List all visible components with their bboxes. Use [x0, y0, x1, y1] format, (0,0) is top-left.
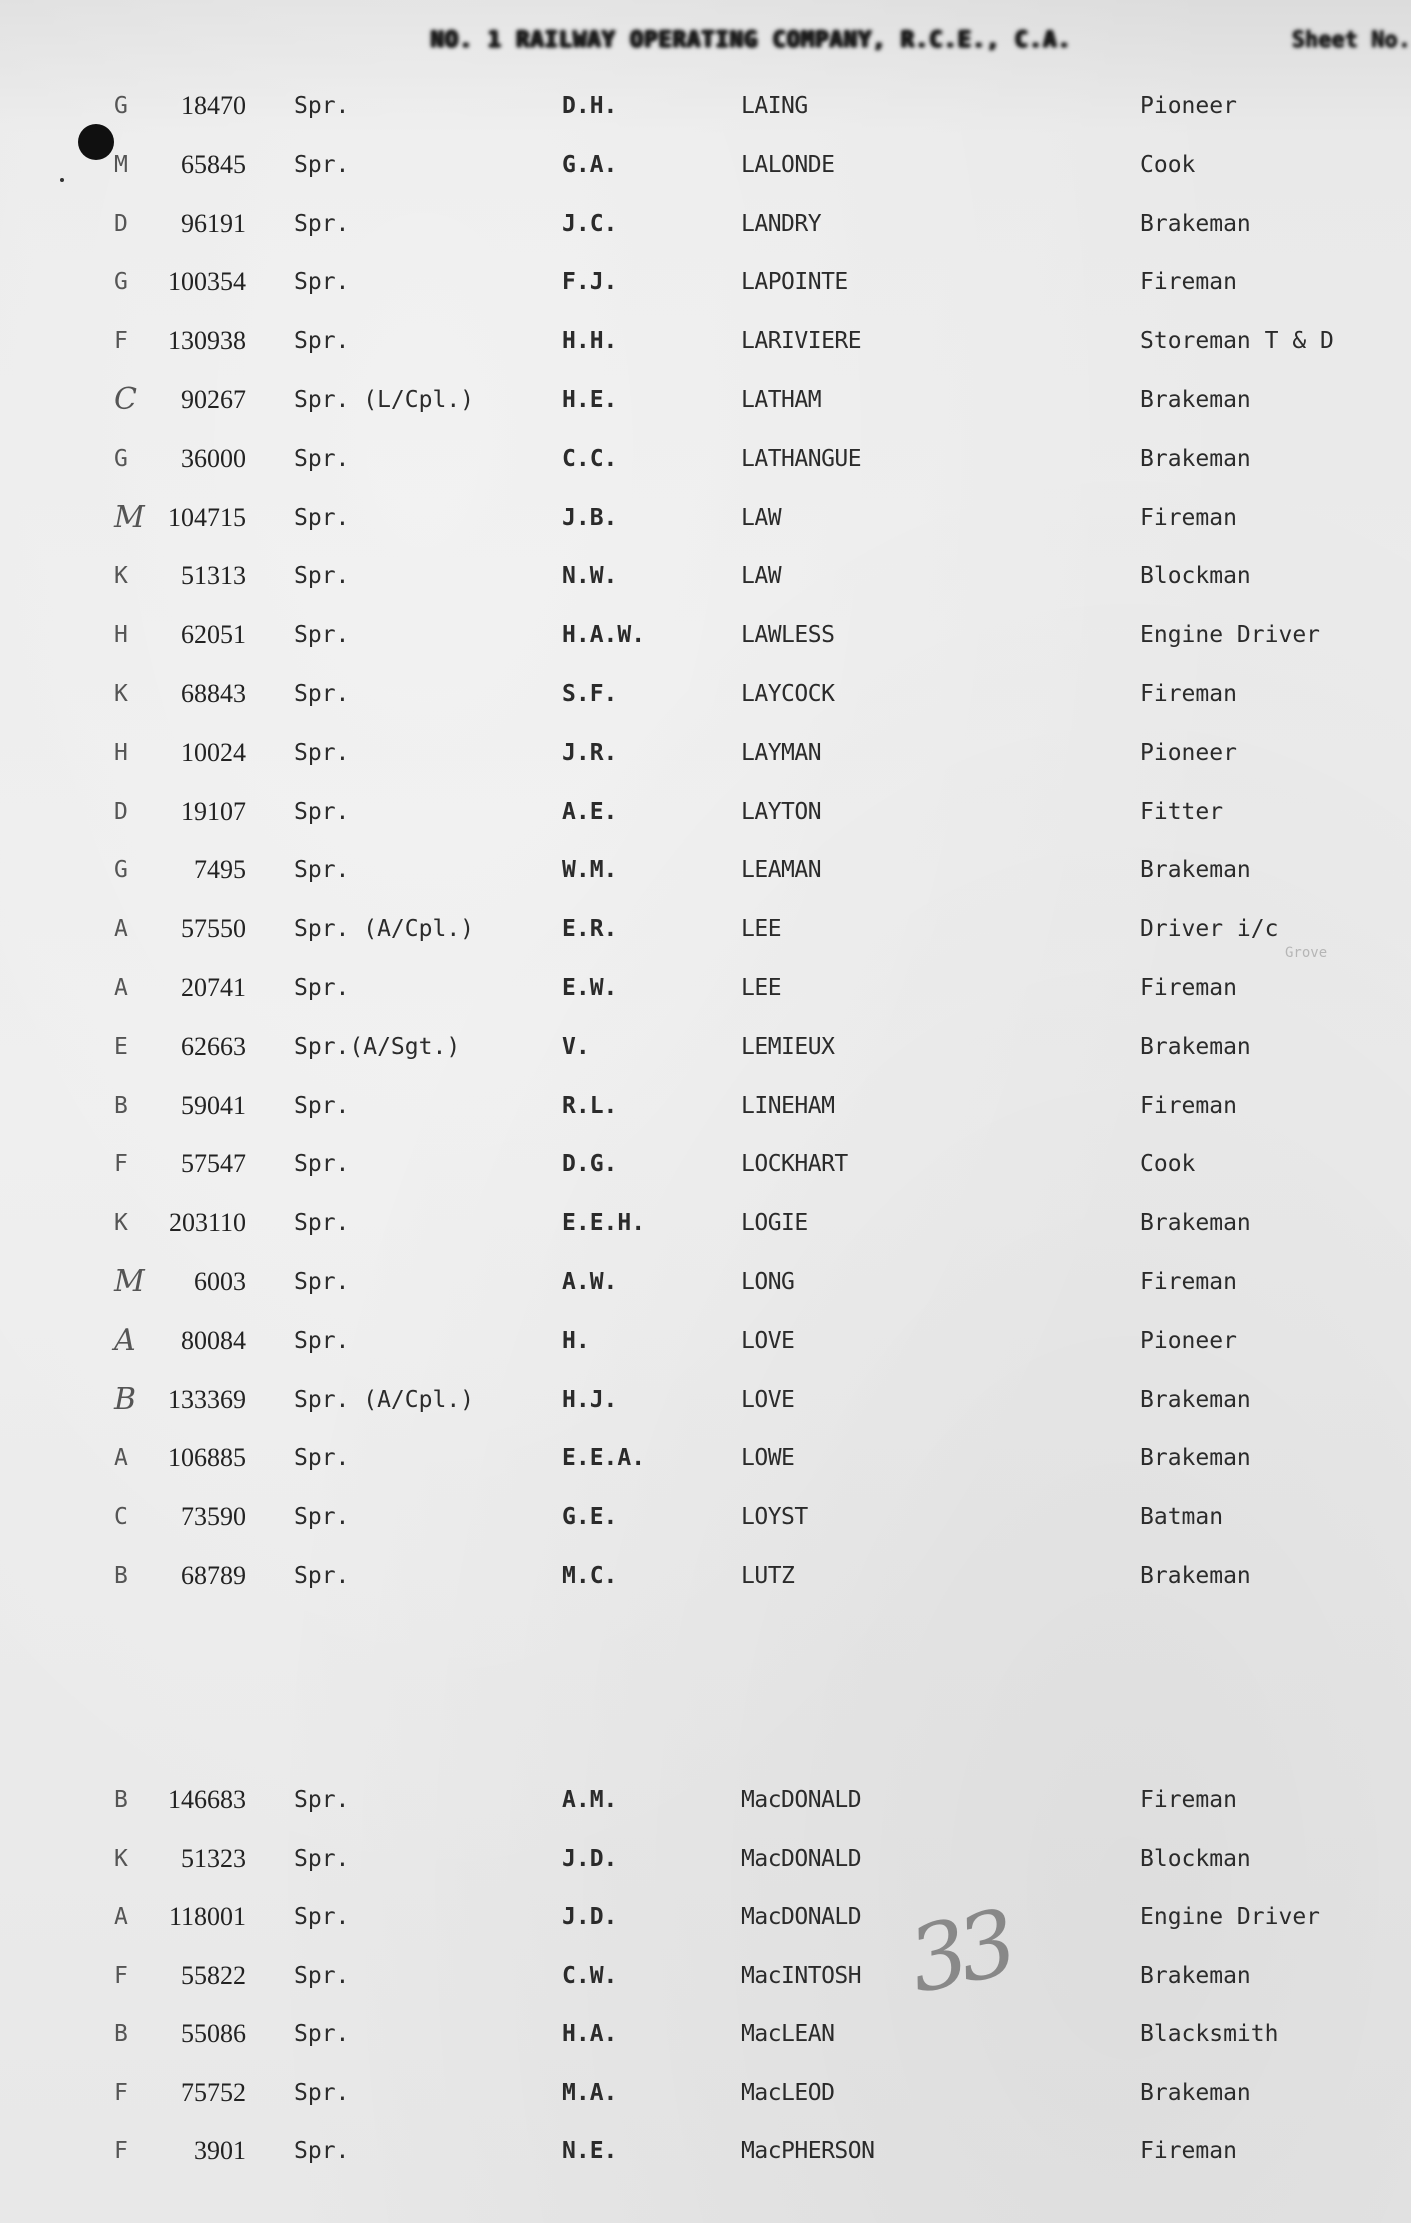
- trade: Blacksmith: [1140, 2021, 1279, 2047]
- rank: Spr.: [294, 93, 350, 119]
- initials: J.R.: [562, 739, 618, 766]
- rank: Spr.: [294, 739, 350, 766]
- surname: LEMIEUX: [741, 1033, 835, 1060]
- initials: E.E.A.: [562, 1445, 646, 1472]
- regimental-number: 146683: [168, 1785, 246, 1814]
- trade: Brakeman: [1140, 2079, 1251, 2106]
- trade: Cook: [1140, 151, 1196, 178]
- trade: Fireman: [1140, 681, 1237, 707]
- regimental-number: 7495: [194, 855, 246, 885]
- rank: Spr.: [294, 2079, 350, 2106]
- regimental-number: 106885: [168, 1443, 246, 1473]
- initials: E.R.: [562, 916, 618, 943]
- company-letter: M: [114, 499, 145, 535]
- faint-pencil-note: Grove: [1285, 945, 1328, 961]
- regimental-number: 203110: [168, 1208, 246, 1238]
- initials: H.H.: [562, 328, 618, 355]
- roster-row: [0, 1556, 1411, 1596]
- regimental-number: 20741: [181, 973, 246, 1002]
- roster-row: [0, 380, 1411, 420]
- regimental-number: 80084: [181, 1325, 246, 1355]
- rank: Spr.: [294, 798, 350, 825]
- roster-row: [0, 145, 1411, 185]
- rank: Spr.: [294, 1445, 350, 1472]
- company-letter: C: [114, 1504, 128, 1531]
- rank: Spr.: [294, 1504, 350, 1531]
- regimental-number: 96191: [181, 208, 246, 238]
- trade: Brakeman: [1140, 387, 1251, 413]
- surname: LEAMAN: [741, 857, 822, 884]
- regimental-number: 62051: [181, 620, 246, 650]
- roster-row: [0, 733, 1411, 773]
- company-letter: B: [114, 2021, 128, 2047]
- roster-row: [0, 1086, 1411, 1126]
- roster-row: [0, 439, 1411, 479]
- rank: Spr.: [294, 1962, 350, 1989]
- surname: LARIVIERE: [741, 328, 862, 355]
- rank: Spr.: [294, 857, 350, 884]
- initials: V.: [562, 1033, 590, 1060]
- roster-row: [0, 909, 1411, 949]
- regimental-number: 55822: [181, 1960, 246, 1990]
- company-letter: F: [114, 328, 128, 355]
- company-letter: K: [114, 563, 128, 590]
- company-letter: G: [114, 445, 128, 472]
- company-letter: G: [114, 269, 128, 296]
- roster-row: [0, 1780, 1411, 1820]
- regimental-number: 6003: [194, 1267, 246, 1296]
- regimental-number: 118001: [168, 1902, 246, 1931]
- trade: Fireman: [1140, 1787, 1237, 1813]
- surname: MacDONALD: [741, 1904, 862, 1930]
- company-letter: C: [114, 382, 137, 417]
- rank: Spr. (L/Cpl.): [294, 387, 475, 413]
- surname: MacINTOSH: [741, 1962, 862, 1989]
- initials: A.E.: [562, 798, 618, 825]
- roster-row: [0, 968, 1411, 1008]
- regimental-number: 62663: [181, 1031, 246, 1061]
- company-letter: K: [114, 681, 128, 707]
- roster-row: [0, 86, 1411, 126]
- surname: LALONDE: [741, 151, 835, 178]
- rank: Spr.: [294, 975, 350, 1001]
- roster-row: [0, 556, 1411, 596]
- regimental-number: 133369: [168, 1384, 246, 1414]
- roster-row: [0, 1027, 1411, 1067]
- trade: Brakeman: [1140, 1386, 1251, 1413]
- regimental-number: 68789: [181, 1561, 246, 1590]
- initials: F.J.: [562, 269, 618, 296]
- company-letter: M: [114, 151, 128, 178]
- surname: LAPOINTE: [741, 269, 848, 296]
- surname: MacDONALD: [741, 1787, 862, 1813]
- company-letter: A: [114, 916, 128, 943]
- company-letter: B: [114, 1787, 128, 1813]
- rank: Spr.: [294, 328, 350, 355]
- roster-row: [0, 2131, 1411, 2171]
- surname: LAWLESS: [741, 622, 835, 649]
- regimental-number: 100354: [168, 267, 246, 297]
- trade: Pioneer: [1140, 1327, 1237, 1354]
- rank: Spr.: [294, 269, 350, 296]
- company-letter: M: [114, 1264, 145, 1299]
- roster-row: [0, 321, 1411, 361]
- rank: Spr.: [294, 1151, 350, 1178]
- regimental-number: 90267: [181, 385, 246, 414]
- rank: Spr.: [294, 622, 350, 649]
- company-letter: D: [114, 798, 128, 825]
- surname: MacDONALD: [741, 1845, 862, 1872]
- initials: H.A.W.: [562, 622, 646, 649]
- rank: Spr.: [294, 210, 350, 237]
- roster-row: [0, 1203, 1411, 1243]
- regimental-number: 130938: [168, 326, 246, 356]
- trade: Brakeman: [1140, 1210, 1251, 1237]
- surname: LAW: [741, 563, 782, 590]
- trade: Engine Driver: [1140, 1904, 1321, 1930]
- initials: A.M.: [562, 1787, 618, 1813]
- company-letter: F: [114, 1151, 128, 1178]
- company-letter: B: [114, 1563, 128, 1589]
- surname: MacLEAN: [741, 2021, 835, 2047]
- initials: E.E.H.: [562, 1210, 646, 1237]
- initials: J.B.: [562, 504, 618, 531]
- initials: A.W.: [562, 1269, 618, 1295]
- roster-row: [0, 1956, 1411, 1996]
- trade: Brakeman: [1140, 1033, 1251, 1060]
- regimental-number: 36000: [181, 443, 246, 473]
- rank: Spr.: [294, 2021, 350, 2047]
- roster-row: [0, 1839, 1411, 1879]
- rank: Spr.: [294, 1563, 350, 1589]
- rank: Spr.: [294, 151, 350, 178]
- regimental-number: 73590: [181, 1502, 246, 1532]
- trade: Pioneer: [1140, 93, 1237, 119]
- surname: LINEHAM: [741, 1092, 835, 1119]
- trade: Fireman: [1140, 269, 1237, 296]
- company-letter: K: [114, 1210, 128, 1237]
- roster-row: [0, 262, 1411, 302]
- surname: LAYCOCK: [741, 681, 835, 707]
- initials: H.A.: [562, 2021, 618, 2047]
- roster-row: [0, 1897, 1411, 1937]
- company-letter: A: [114, 975, 128, 1001]
- unit-title: NO. 1 RAILWAY OPERATING COMPANY, R.C.E., C.A.: [430, 28, 1072, 53]
- regimental-number: 57547: [181, 1149, 246, 1179]
- surname: LAING: [741, 93, 808, 119]
- rank: Spr.: [294, 1327, 350, 1354]
- regimental-number: 57550: [181, 914, 246, 944]
- company-letter: B: [114, 1092, 128, 1119]
- trade: Cook: [1140, 1151, 1196, 1178]
- initials: W.M.: [562, 857, 618, 884]
- surname: LONG: [741, 1269, 795, 1295]
- company-letter: F: [114, 2138, 128, 2164]
- surname: LAYTON: [741, 798, 822, 825]
- regimental-number: 65845: [181, 149, 246, 179]
- roster-row: [0, 1321, 1411, 1361]
- trade: Batman: [1140, 1504, 1224, 1531]
- surname: LATHANGUE: [741, 445, 862, 472]
- initials: G.E.: [562, 1504, 618, 1531]
- rank: Spr.: [294, 445, 350, 472]
- rank: Spr.: [294, 1787, 350, 1813]
- initials: N.E.: [562, 2138, 618, 2164]
- regimental-number: 59041: [181, 1090, 246, 1120]
- company-letter: E: [114, 1033, 128, 1060]
- trade: Storeman T & D: [1140, 328, 1334, 355]
- surname: LEE: [741, 916, 782, 943]
- company-letter: F: [114, 2079, 128, 2106]
- regimental-number: 75752: [181, 2077, 246, 2107]
- company-letter: G: [114, 93, 128, 119]
- surname: LUTZ: [741, 1563, 795, 1589]
- trade: Blockman: [1140, 1845, 1251, 1872]
- roster-row: [0, 2014, 1411, 2054]
- roster-row: [0, 615, 1411, 655]
- trade: Fireman: [1140, 504, 1237, 531]
- initials: G.A.: [562, 151, 618, 178]
- initials: E.W.: [562, 975, 618, 1001]
- rank: Spr.: [294, 681, 350, 707]
- roster-row: [0, 1438, 1411, 1478]
- regimental-number: 10024: [181, 737, 246, 767]
- roster-row: [0, 1380, 1411, 1420]
- regimental-number: 19107: [181, 796, 246, 826]
- rank: Spr.: [294, 1845, 350, 1872]
- initials: H.J.: [562, 1386, 618, 1413]
- initials: J.D.: [562, 1845, 618, 1872]
- rank: Spr.: [294, 563, 350, 590]
- company-letter: H: [114, 739, 128, 766]
- trade: Fireman: [1140, 1269, 1237, 1295]
- trade: Brakeman: [1140, 210, 1251, 237]
- regimental-number: 3901: [194, 2136, 246, 2165]
- company-letter: B: [114, 1381, 137, 1417]
- initials: D.G.: [562, 1151, 618, 1178]
- trade: Brakeman: [1140, 1445, 1251, 1472]
- surname: LOYST: [741, 1504, 808, 1531]
- surname: LOWE: [741, 1445, 795, 1472]
- surname: LOVE: [741, 1386, 795, 1413]
- initials: J.C.: [562, 210, 618, 237]
- company-letter: D: [114, 210, 128, 237]
- trade: Brakeman: [1140, 857, 1251, 884]
- initials: M.C.: [562, 1563, 618, 1589]
- company-letter: K: [114, 1845, 128, 1872]
- rank: Spr.: [294, 504, 350, 531]
- trade: Driver i/c: [1140, 916, 1279, 943]
- surname: LATHAM: [741, 387, 822, 413]
- rank: Spr.: [294, 1210, 350, 1237]
- initials: M.A.: [562, 2079, 618, 2106]
- initials: N.W.: [562, 563, 618, 590]
- initials: D.H.: [562, 93, 618, 119]
- company-letter: A: [114, 1322, 136, 1358]
- roster-row: [0, 204, 1411, 244]
- trade: Fireman: [1140, 975, 1237, 1001]
- trade: Fireman: [1140, 2138, 1237, 2164]
- trade: Fireman: [1140, 1092, 1237, 1119]
- initials: H.: [562, 1327, 590, 1354]
- rank: Spr.: [294, 1269, 350, 1295]
- company-letter: H: [114, 622, 128, 649]
- roster-row: [0, 792, 1411, 832]
- trade: Brakeman: [1140, 1962, 1251, 1989]
- surname: LOVE: [741, 1327, 795, 1354]
- initials: H.E.: [562, 387, 618, 413]
- sheet-number-label: Sheet No.: [1291, 28, 1411, 53]
- rank: Spr. (A/Cpl.): [294, 1386, 475, 1413]
- company-letter: A: [114, 1445, 128, 1472]
- company-letter: F: [114, 1962, 128, 1989]
- roster-row: [0, 2073, 1411, 2113]
- initials: R.L.: [562, 1092, 618, 1119]
- initials: C.W.: [562, 1962, 618, 1989]
- roster-row: [0, 674, 1411, 714]
- company-letter: A: [114, 1904, 128, 1930]
- trade: Fitter: [1140, 798, 1224, 825]
- rank: Spr.: [294, 1092, 350, 1119]
- rank: Spr.(A/Sgt.): [294, 1033, 461, 1060]
- surname: LOCKHART: [741, 1151, 848, 1178]
- rank: Spr. (A/Cpl.): [294, 916, 475, 943]
- surname: LOGIE: [741, 1210, 808, 1237]
- trade: Brakeman: [1140, 445, 1251, 472]
- trade: Engine Driver: [1140, 622, 1321, 649]
- surname: LAYMAN: [741, 739, 822, 766]
- initials: J.D.: [562, 1904, 618, 1930]
- trade: Brakeman: [1140, 1563, 1251, 1589]
- initials: C.C.: [562, 445, 618, 472]
- regimental-number: 51323: [181, 1843, 246, 1873]
- handwritten-page-number: 33: [900, 1890, 1019, 2015]
- trade: Blockman: [1140, 563, 1251, 590]
- roster-row: [0, 1144, 1411, 1184]
- regimental-number: 18470: [181, 91, 246, 120]
- regimental-number: 104715: [168, 502, 246, 532]
- initials: S.F.: [562, 681, 618, 707]
- company-letter: G: [114, 857, 128, 884]
- surname: LEE: [741, 975, 782, 1001]
- rank: Spr.: [294, 1904, 350, 1930]
- surname: MacLEOD: [741, 2079, 835, 2106]
- surname: MacPHERSON: [741, 2138, 875, 2164]
- roster-row: [0, 498, 1411, 538]
- roster-row: [0, 1497, 1411, 1537]
- regimental-number: 55086: [181, 2019, 246, 2048]
- regimental-number: 51313: [181, 561, 246, 591]
- trade: Pioneer: [1140, 739, 1237, 766]
- roster-row: [0, 1262, 1411, 1302]
- regimental-number: 68843: [181, 679, 246, 708]
- surname: LANDRY: [741, 210, 822, 237]
- surname: LAW: [741, 504, 782, 531]
- rank: Spr.: [294, 2138, 350, 2164]
- roster-row: [0, 850, 1411, 890]
